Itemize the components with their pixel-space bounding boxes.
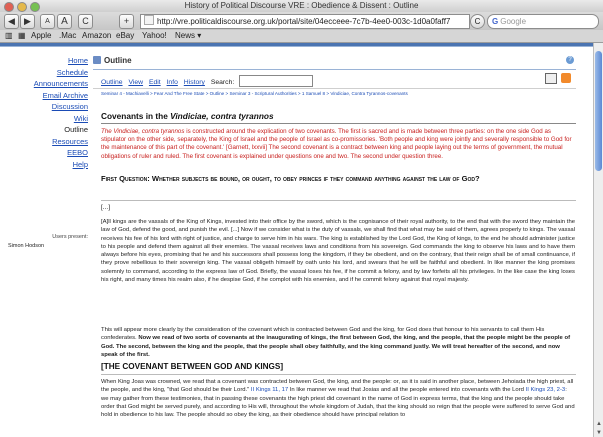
- menu-history[interactable]: History: [183, 79, 205, 86]
- section-rule: [101, 374, 576, 375]
- question-rule: [101, 200, 576, 201]
- address-text: http://vre.politicaldiscourse.org.uk/portal/site/04ecceee-7c7b-4ee0-003c-1d0a0faff7: [157, 17, 451, 26]
- ellipsis-text: [...]: [101, 204, 111, 211]
- bookmark-amazon[interactable]: Amazon: [82, 31, 112, 40]
- paragraph-2-bold: Now we read of two sorts of covenants at the inaugurating of kings, the first between God, the king, and the people, that the people might be the people of God. The second, between the king and the people, that the people shall obey faithfully, and the king command justly. We will treat hereafter of the second, and now speak of the first.: [101, 335, 571, 358]
- nav-outline[interactable]: Outline: [64, 125, 88, 134]
- tool-title-text: Outline: [104, 56, 132, 65]
- rss-icon[interactable]: [561, 73, 571, 83]
- text-smaller-button[interactable]: A: [40, 14, 55, 29]
- section-heading: [THE COVENANT BETWEEN GOD AND KINGS]: [101, 362, 284, 371]
- address-bar[interactable]: [140, 14, 470, 29]
- bookmarks-bar: [0, 30, 603, 43]
- users-present-label: Users present:: [52, 234, 88, 240]
- paragraph-3-text-a: When King Joas was crowned, we read that a covenant was contracted between God, the king, and the people: or, as it is said in another place, between Jehoiada the high priest, all the people, and the king, "that God should be their Lord.": [101, 379, 574, 394]
- menu-view[interactable]: View: [128, 79, 144, 86]
- nav-help[interactable]: Help: [72, 159, 88, 169]
- bookmark-apple[interactable]: Apple: [31, 31, 52, 40]
- paragraph-2-plain: This will appear more clearly by the consideration of the covenant which is contracted between God and the king, for God does that honour to his servants to call them His confederates.: [101, 327, 545, 342]
- breadcrumb[interactable]: Seminar 4 - Machiavelli > Fear And The Free State > Outline > Seminar 3 - Scriptural Authorities > 1 Samuel 8 > Vindiciae, Contra Tyrannos-covenants: [101, 91, 408, 96]
- site-navigation: [0, 55, 88, 170]
- scripture-link-kings-23[interactable]: II Kings 23, 2-3: [525, 387, 566, 394]
- quote-paragraph-3: [101, 378, 575, 419]
- nav-announcements[interactable]: Announcements: [33, 79, 88, 88]
- nav-schedule[interactable]: Schedule: [56, 67, 88, 77]
- bookmarks-grid-icon[interactable]: ▦: [18, 31, 26, 40]
- wiki-search-input[interactable]: [239, 75, 313, 87]
- print-icon[interactable]: [545, 73, 557, 84]
- menu-outline[interactable]: Outline: [101, 79, 123, 86]
- back-button[interactable]: ◀: [4, 14, 19, 29]
- page-title-italic: Vindiciae, contra tyrannos: [170, 111, 274, 121]
- refresh-icon[interactable]: C: [470, 14, 485, 29]
- help-icon[interactable]: ?: [566, 56, 574, 64]
- favicon-icon: [144, 15, 154, 25]
- page-title: [101, 111, 274, 121]
- page-title-prefix: Covenants in the: [101, 111, 171, 121]
- user-present-name: Simon Hodson: [8, 243, 45, 249]
- scrollbar-thumb[interactable]: [595, 51, 602, 171]
- reload-button[interactable]: C: [78, 14, 93, 29]
- menu-edit[interactable]: Edit: [148, 79, 161, 86]
- bookmark-news[interactable]: News ▾: [175, 31, 202, 40]
- bookmark-mac[interactable]: .Mac: [59, 31, 77, 40]
- tool-menu: [101, 75, 313, 87]
- web-page: [0, 43, 593, 437]
- paragraph-3-text-c: : we may gather from these testimonies, that in passing these covenants the high priest did covenant in the name of God in express terms, that the king and the people should take order that God might be served purely, and according to His will, throughout the whole kingdom of Judah, that the king should so reign that the people were suffered to serve God and hold in obedience to his law. The people should so obey the king, as their obedience should have principal relation to: [101, 387, 575, 419]
- question-heading: [101, 174, 575, 184]
- scripture-link-kings-11[interactable]: II Kings 11, 17: [250, 387, 289, 394]
- title-rule: [101, 123, 576, 124]
- tool-content: [93, 47, 593, 437]
- paragraph-3-text-b: In like manner we read that Josias and all the people entered into covenants with the Lord: [288, 387, 526, 394]
- text-larger-button[interactable]: A: [57, 14, 72, 29]
- nav-discussion[interactable]: Discussion: [51, 102, 88, 111]
- search-icon: G: [492, 17, 499, 26]
- nav-wiki[interactable]: Wiki: [73, 113, 88, 123]
- intro-paragraph: [101, 128, 575, 161]
- intro-text: is constructed around the explication of two covenants. The first is sacred and is made between three parties: on the one side God as stipulator on the other side, separately, the King of Israel and the people of Israel as co-promissories. 'Both people and king were jointly and severally responsible to God for the maintenance of this part of the covenant.' [Garnett, lxxvii] The second covenant is a contract between king and people laying out the terms of government, the mutual obligations of ruler and ruled. The first covenant is explained under questions one and two. The second under question three.: [101, 128, 572, 160]
- nav-home[interactable]: Home: [67, 56, 88, 65]
- browser-toolbar: [0, 12, 603, 30]
- add-bookmark-button[interactable]: +: [119, 14, 134, 29]
- bookmark-ebay[interactable]: eBay: [116, 31, 135, 40]
- intro-italic: The Vindiciae, contra tyrannos: [101, 128, 185, 135]
- nav-resources[interactable]: Resources: [52, 136, 88, 146]
- tool-title-divider: [93, 69, 576, 70]
- quote-paragraph-2: [101, 326, 575, 359]
- scroll-down-arrow-icon[interactable]: ▼: [596, 430, 602, 436]
- scroll-up-arrow-icon[interactable]: ▲: [596, 421, 602, 427]
- forward-button[interactable]: ▶: [20, 14, 35, 29]
- menu-divider: [93, 88, 576, 89]
- bookmark-yahoo[interactable]: Yahoo!: [142, 31, 167, 40]
- search-placeholder: Google: [500, 17, 527, 26]
- question-text: First Question: Whether subjects be bound, or ought, to obey princes if they command anything against the law of God?: [101, 174, 480, 183]
- bookmarks-book-icon[interactable]: ▥: [5, 31, 13, 40]
- menu-info[interactable]: Info: [166, 79, 178, 86]
- search-label: Search:: [210, 79, 235, 86]
- tool-title: [93, 55, 576, 66]
- nav-eebo[interactable]: EEBO: [67, 148, 88, 157]
- google-search-field[interactable]: [487, 14, 599, 29]
- outline-tool-icon: [93, 56, 101, 64]
- quote-paragraph-1: [A]ll kings are the vassals of the King of Kings, invested into their office by the sword, which is the cognisance of their royal authority, to the end that with the sword they maintain the law of God, defend the good, and punish the evil. [...] Now if we consider what is the duty of vassals, we shall find that what may be said of them, agrees properly to kings. The vassal receives his fee of his lord with right of justice, and charge to serve him in his wars. The king is established by the Lord God, the King of kings, to the end he should administer justice to his people and defend them against all their enemies. The vassal receives laws and conditions from his sovereign. God commands the king to observe his laws and to have them always before his eyes, promising that he and his successors shall possess long the kingdom, if they be obedient, and on the contrary, that their reign shall be of small continuance, if they prove rebellious to their sovereign king. The vassal obligeth himself by oath unto his lord, and swears that he will be faithful and obedient. In like manner the king promises solemnly to command, according to the express law of God. Briefly, the vassal loses his fee, if he commit a felony, and by law forfeits all his privileges. In the like case the king loses his right, and many times his realm also, if he despise God, if he complot with his enemies, and if he commit felony against that royal majesty.: [101, 219, 575, 284]
- window-title: History of Political Discourse VRE : Obedience & Dissent : Outline: [184, 1, 419, 10]
- vertical-scrollbar[interactable]: [593, 43, 603, 437]
- nav-email-archive[interactable]: Email Archive: [42, 90, 88, 100]
